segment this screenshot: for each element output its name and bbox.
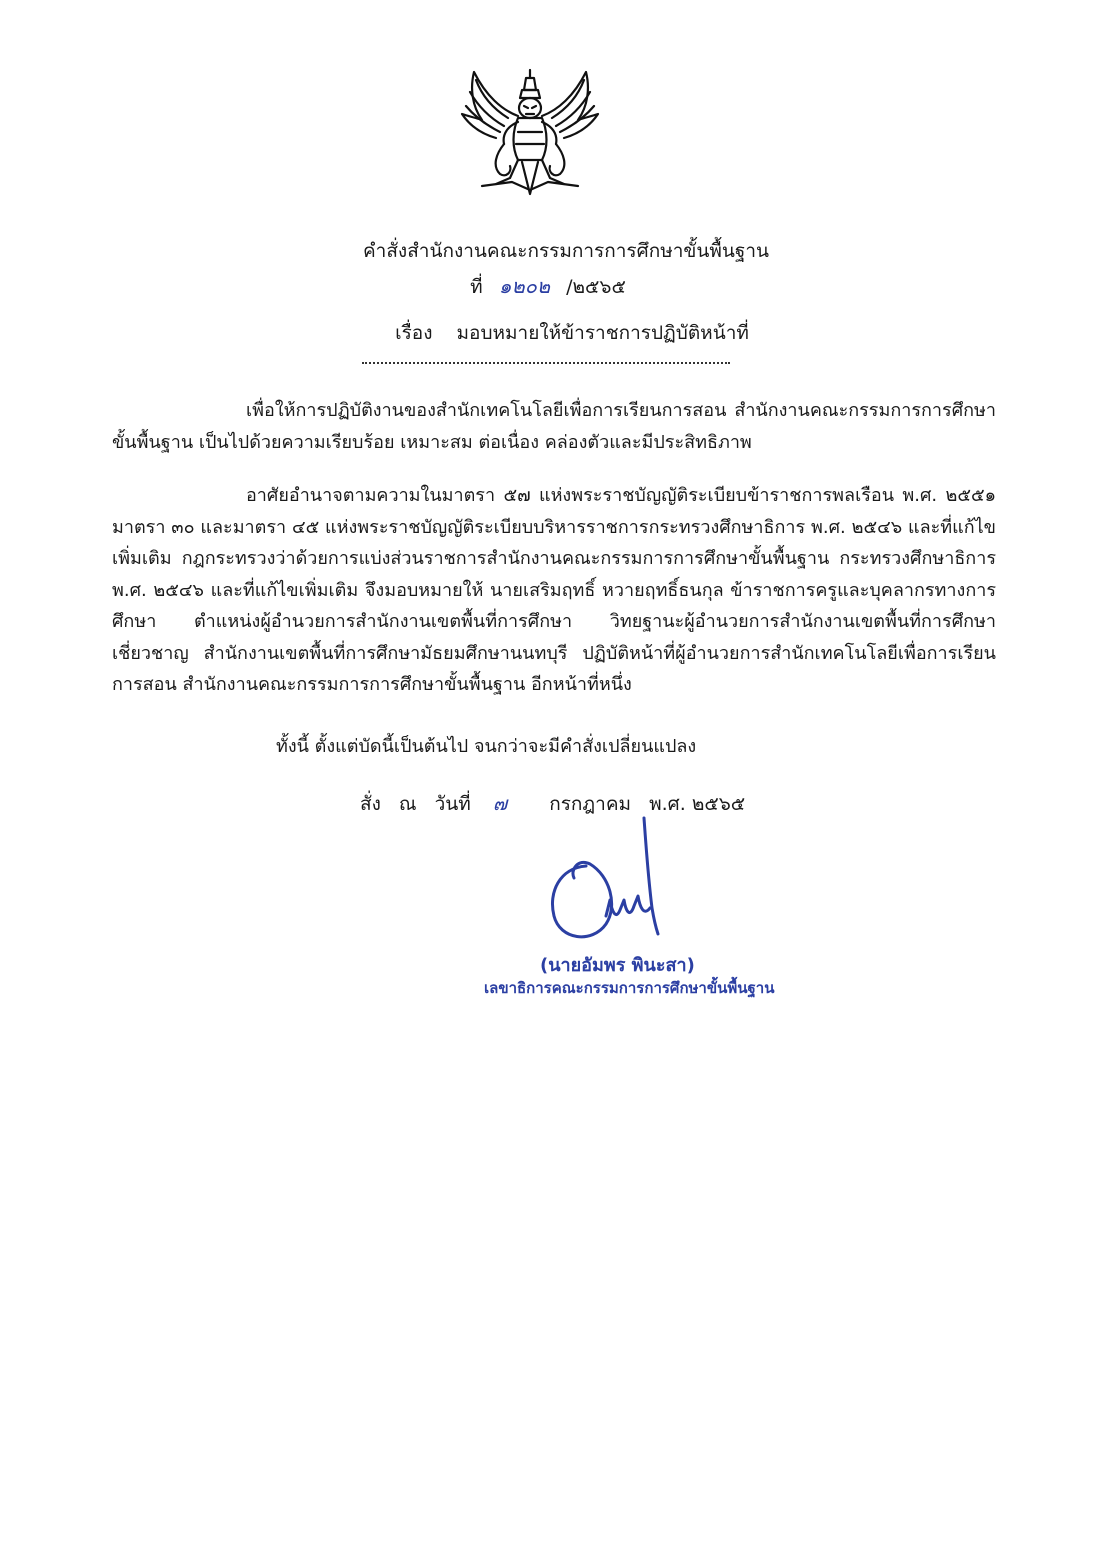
- paragraph-purpose: [112, 395, 996, 458]
- number-suffix: /๒๕๖๕: [566, 276, 626, 298]
- subject-label: เรื่อง: [395, 322, 433, 344]
- date-line: [360, 789, 757, 819]
- paragraph-effective: [112, 731, 996, 763]
- subject-text: มอบหมายให้ข้าราชการปฏิบัติหน้าที่: [456, 322, 749, 344]
- order-title: คำสั่งสำนักงานคณะกรรมการการศึกษาขั้นพื้นฐาน: [362, 240, 770, 262]
- separator-dots: [362, 362, 730, 364]
- day-handwritten: ๗: [492, 793, 508, 815]
- day-label: วันที่: [434, 793, 471, 815]
- order-number: [0, 270, 1096, 302]
- month: กรกฎาคม: [549, 793, 632, 815]
- paragraph-1-text: เพื่อให้การปฏิบัติงานของสำนักเทคโนโลยีเพื่อการเรียนการสอน สำนักงานคณะกรรมการการศึกษาขั้นพื้นฐาน เป็นไปด้วยความเรียบร้อย เหมาะสม ต่อเนื่อง คล่องตัวและมีประสิทธิภาพ: [112, 400, 996, 453]
- year: พ.ศ. ๒๕๖๕: [649, 793, 746, 815]
- number-handwritten: ๑๒๐๒: [498, 274, 551, 298]
- signer-title: เลขาธิการคณะกรรมการการศึกษาขั้นพื้นฐาน: [484, 979, 775, 997]
- number-prefix: ที่: [470, 276, 483, 298]
- at-label: ณ: [398, 793, 417, 815]
- signer-name: (นายอัมพร พินะสา): [540, 955, 695, 976]
- paragraph-authority: [112, 480, 996, 701]
- paragraph-3-text: ทั้งนี้ ตั้งแต่บัดนี้เป็นต้นไป จนกว่าจะมีคำสั่งเปลี่ยนแปลง: [276, 736, 697, 757]
- handwritten-signature-icon: [540, 816, 680, 950]
- subject-line: [24, 318, 1096, 348]
- ordered-label: สั่ง: [360, 793, 381, 815]
- paragraph-2-text: อาศัยอำนาจตามความในมาตรา ๕๗ แห่งพระราชบัญญัติระเบียบข้าราชการพลเรือน พ.ศ. ๒๕๕๑ มาตรา ๓๐ และมาตรา ๔๕ แห่งพระราชบัญญัติระเบียบบริหารราชการกระทรวงศึกษาธิการ พ.ศ. ๒๕๔๖ และที่แก้ไขเพิ่มเติม กฎกระทรวงว่าด้วยการแบ่งส่วนราชการสำนักงานคณะกรรมการการศึกษาขั้นพื้นฐาน กระทรวงศึกษาธิการ พ.ศ. ๒๕๔๖ และที่แก้ไขเพิ่มเติม จึงมอบหมายให้ นายเสริมฤทธิ์ หวายฤทธิ์ธนกุล ข้าราชการครูและบุคลากรทางการศึกษา ตำแหน่งผู้อำนวยการสำนักงานเขตพื้นที่การศึกษา วิทยฐานะผู้อำนวยการสำนักงานเขตพื้นที่การศึกษาเชี่ยวชาญ สำนักงานเขตพื้นที่การศึกษามัธยมศึกษานนทบุรี ปฏิบัติหน้าที่ผู้อำนวยการสำนักเทคโนโลยีเพื่อการเรียนการสอน สำนักงานคณะกรรมการการศึกษาขั้นพื้นฐาน อีกหน้าที่หนึ่ง: [112, 485, 996, 695]
- garuda-emblem-icon: [452, 62, 608, 202]
